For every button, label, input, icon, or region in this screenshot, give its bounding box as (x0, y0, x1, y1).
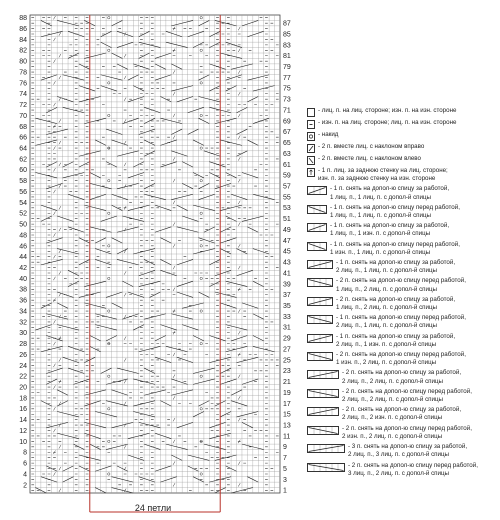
row-number-right: 29 (283, 335, 291, 343)
legend-item (307, 241, 499, 257)
row-number-left: 64 (19, 145, 27, 153)
legend-item (307, 131, 499, 141)
row-number-right: 47 (283, 237, 291, 245)
legend-item (307, 351, 499, 367)
row-number-left: 84 (19, 36, 27, 44)
legend-item-text: - 1 п. снять на допол-ю спицу перед работой, 2 лиц. п., 1 лиц. п. с допол-й спицы (336, 314, 466, 330)
row-number-left: 16 (19, 406, 27, 414)
row-number-left: 12 (19, 427, 27, 435)
legend-item-text: - 2 п. вместе лиц. с наклоном вправо (318, 143, 425, 150)
row-number-left: 18 (19, 395, 27, 403)
legend-symbol-cr-r-icon (307, 297, 333, 306)
legend-item-text: - 1 п. снять на допол-ю спицу за работой, 2 лиц. п., 1 лиц. п. с допол-й спицы (336, 259, 456, 275)
legend-item (307, 369, 499, 385)
row-number-left: 78 (19, 69, 27, 77)
legend-item (307, 167, 499, 183)
row-number-right: 7 (283, 455, 287, 463)
row-number-left: 50 (19, 221, 27, 229)
legend-symbol-cr-r-icon (307, 370, 339, 379)
row-number-right: 9 (283, 444, 287, 452)
legend-symbol-cr-l-icon (307, 352, 333, 361)
row-number-right: 67 (283, 129, 291, 137)
legend-item (307, 222, 499, 238)
legend-item-text: - 2 п. снять на допол-ю спицу за работой, 2 лиц. п., 2 изн. п. с допол-й спицы (342, 406, 462, 422)
row-number-right: 39 (283, 281, 291, 289)
legend-item-text: - изн. п. на лиц. стороне; лиц. п. на изн. стороне (318, 119, 457, 126)
legend-item-text: - 1 п. снять на допол-ю спицу перед работой, 1 изн. п., 1 лиц. п. с допол-й спицы (330, 240, 460, 256)
row-number-right: 11 (283, 433, 291, 441)
legend-item-text: - 2 п. снять на допол-ю спицу перед работой, 3 лиц. п., 2 лиц. п. с допол-й спицы (348, 461, 478, 477)
row-number-right: 55 (283, 194, 291, 202)
legend-item-text: - 2 п. снять на допол-ю спицу перед работой, 1 лиц. п., 2 лиц. п. с допол-й спицы (336, 277, 466, 293)
row-number-left: 80 (19, 58, 27, 66)
legend-item-text: - 2 п. снять на допол-ю спицу за работой, 1 лиц. п., 2 лиц. п. с допол-й спицы (336, 295, 456, 312)
legend-item (307, 425, 499, 441)
row-number-right: 3 (283, 476, 287, 484)
row-number-right: 69 (283, 118, 291, 126)
legend-item (307, 119, 499, 129)
legend-symbol-cr-r-icon (307, 186, 327, 195)
legend-item-text: - 1 п. лиц. за заднюю стенку на лиц. стороне; изн. п. за заднюю стенку на изн. стороне (318, 167, 448, 183)
row-number-right: 87 (283, 20, 291, 28)
row-number-right: 73 (283, 96, 291, 104)
row-number-right: 37 (283, 292, 291, 300)
row-number-left: 74 (19, 91, 27, 99)
row-number-right: 43 (283, 259, 291, 267)
row-number-left: 42 (19, 264, 27, 272)
row-number-right: 19 (283, 389, 291, 397)
row-number-left: 34 (19, 308, 27, 316)
legend-symbol-cr-r-icon (307, 444, 345, 453)
row-number-left: 8 (23, 449, 27, 457)
row-number-right: 25 (283, 357, 291, 365)
row-number-right: 31 (283, 324, 291, 332)
row-number-right: 83 (283, 42, 291, 50)
row-number-right: 13 (283, 422, 291, 430)
row-number-left: 72 (19, 102, 27, 110)
row-number-left: 68 (19, 123, 27, 131)
row-number-left: 28 (19, 341, 27, 349)
row-number-left: 36 (19, 297, 27, 305)
row-number-right: 59 (283, 172, 291, 180)
row-number-left: 82 (19, 47, 27, 55)
legend-symbol-cr-r-icon (307, 334, 333, 343)
row-number-left: 14 (19, 417, 27, 425)
legend-symbol-dash-icon (307, 120, 315, 129)
row-number-right: 65 (283, 140, 291, 148)
row-number-right: 57 (283, 183, 291, 191)
legend-item-text: - 1 п. снять на допол-ю спицу за работой, 1 лиц. п., 1 лиц. п. с допол-й спицы (330, 185, 450, 201)
row-number-left: 6 (23, 460, 27, 468)
row-number-right: 75 (283, 85, 291, 93)
legend-item (307, 277, 499, 293)
legend-item-text: - 1 п. снять на допол-ю спицу за работой, 1 лиц. п., 1 изн. п. с допол-й спицы (330, 222, 450, 238)
legend-symbol-tbl-icon (307, 168, 315, 177)
legend-item-text: - 2 п. снять на допол-ю спицу перед работой, 1 изн. п., 2 лиц. п. с допол-й спицы (336, 351, 466, 367)
legend-symbol-cr-r-icon (307, 223, 327, 232)
row-number-right: 45 (283, 248, 291, 256)
row-number-right: 71 (283, 107, 291, 115)
row-number-left: 10 (19, 438, 27, 446)
row-number-left: 76 (19, 80, 27, 88)
row-number-right: 85 (283, 31, 291, 39)
row-number-left: 62 (19, 156, 27, 164)
row-number-right: 81 (283, 53, 291, 61)
row-number-left: 30 (19, 330, 27, 338)
row-number-right: 15 (283, 411, 291, 419)
row-number-right: 79 (283, 64, 291, 71)
legend-item (307, 462, 499, 478)
row-number-left: 26 (19, 351, 27, 359)
row-number-left: 88 (19, 15, 27, 23)
legend-item (307, 296, 499, 312)
legend-symbol-cr-l-icon (307, 205, 327, 214)
legend-item-text: - 2 п. снять на допол-ю спицу за работой, 2 лиц. п., 2 лиц. п. с допол-й спицы (342, 369, 462, 385)
legend-symbol-cr-l-icon (307, 389, 339, 398)
row-number-right: 49 (283, 226, 291, 234)
row-number-right: 41 (283, 270, 291, 278)
row-number-right: 5 (283, 465, 287, 473)
row-number-left: 38 (19, 286, 27, 294)
row-number-left: 52 (19, 210, 27, 218)
row-number-right: 35 (283, 303, 291, 310)
row-number-left: 66 (19, 134, 27, 142)
row-number-right: 23 (283, 368, 291, 376)
row-number-right: 63 (283, 150, 291, 158)
row-number-left: 56 (19, 188, 27, 196)
legend-item-text: - 2 п. снять на допол-ю спицу перед работой, 2 лиц. п., 2 лиц. п. с допол-й спицы (342, 387, 472, 404)
legend-item (307, 155, 499, 165)
row-number-right: 53 (283, 205, 291, 213)
row-number-left: 48 (19, 232, 27, 240)
row-number-left: 58 (19, 178, 27, 186)
legend (307, 107, 499, 480)
legend-item-text: - 2 п. снять на допол-ю спицу перед работой, 2 изн. п., 2 лиц. п. с допол-й спицы (342, 424, 472, 440)
legend-item (307, 259, 499, 275)
legend-symbol-cr-l-icon (307, 278, 333, 287)
row-number-left: 24 (19, 362, 27, 370)
row-number-right: 61 (283, 161, 291, 169)
legend-symbol-blank-icon (307, 108, 315, 117)
legend-symbol-cr-r-icon (307, 260, 333, 269)
row-number-right: 1 (283, 487, 287, 495)
row-number-left: 32 (19, 319, 27, 327)
legend-symbol-cr-l-icon (307, 463, 345, 472)
row-number-left: 60 (19, 167, 27, 175)
row-number-right: 51 (283, 216, 291, 224)
legend-item (307, 443, 499, 459)
legend-item (307, 143, 499, 153)
row-number-left: 46 (19, 243, 27, 251)
legend-item (307, 388, 499, 404)
legend-item-text: - 2 п. вместе лиц. с наклоном влево (318, 155, 421, 162)
legend-item-text: - 1 п. снять на допол-ю спицу за работой, 2 лиц. п., 1 изн. п. с допол-й спицы (336, 332, 456, 348)
legend-item (307, 406, 499, 422)
row-number-left: 2 (23, 482, 27, 490)
row-number-left: 20 (19, 384, 27, 392)
legend-item-text: - лиц. п. на лиц. стороне; изн. п. на изн. стороне (318, 107, 457, 114)
legend-symbol-cr-r-icon (307, 407, 339, 416)
legend-item (307, 314, 499, 330)
row-number-right: 33 (283, 313, 291, 321)
legend-symbol-yo-icon (307, 132, 315, 141)
row-number-right: 21 (283, 379, 291, 387)
row-number-left: 40 (19, 275, 27, 283)
legend-symbol-cr-l-icon (307, 242, 327, 251)
row-number-left: 44 (19, 254, 27, 262)
row-number-left: 4 (23, 471, 27, 479)
row-number-left: 86 (19, 25, 27, 33)
repeat-label: 24 петли (134, 503, 172, 513)
legend-symbol-k2tog-icon (307, 144, 315, 153)
legend-item (307, 204, 499, 220)
row-number-left: 54 (19, 199, 27, 207)
row-number-right: 77 (283, 74, 291, 82)
legend-item-text: - 1 п. снять на допол-ю спицу перед работой, 1 лиц. п., 1 лиц. п. с допол-й спицы (330, 203, 460, 220)
legend-symbol-cr-l-icon (307, 315, 333, 324)
row-number-left: 70 (19, 112, 27, 120)
legend-item-text: - 3 п. снять на допол-ю спицу за работой, 2 лиц. п., 3 лиц. п. с допол-й спицы (348, 443, 468, 459)
legend-item (307, 185, 499, 201)
row-number-right: 27 (283, 346, 291, 354)
legend-symbol-ssk-icon (307, 156, 315, 165)
legend-item (307, 333, 499, 349)
row-number-left: 22 (19, 373, 27, 381)
legend-item-text: - накид (318, 131, 339, 138)
row-number-right: 17 (283, 400, 291, 408)
legend-item (307, 107, 499, 117)
legend-symbol-cr-l-icon (307, 426, 339, 435)
